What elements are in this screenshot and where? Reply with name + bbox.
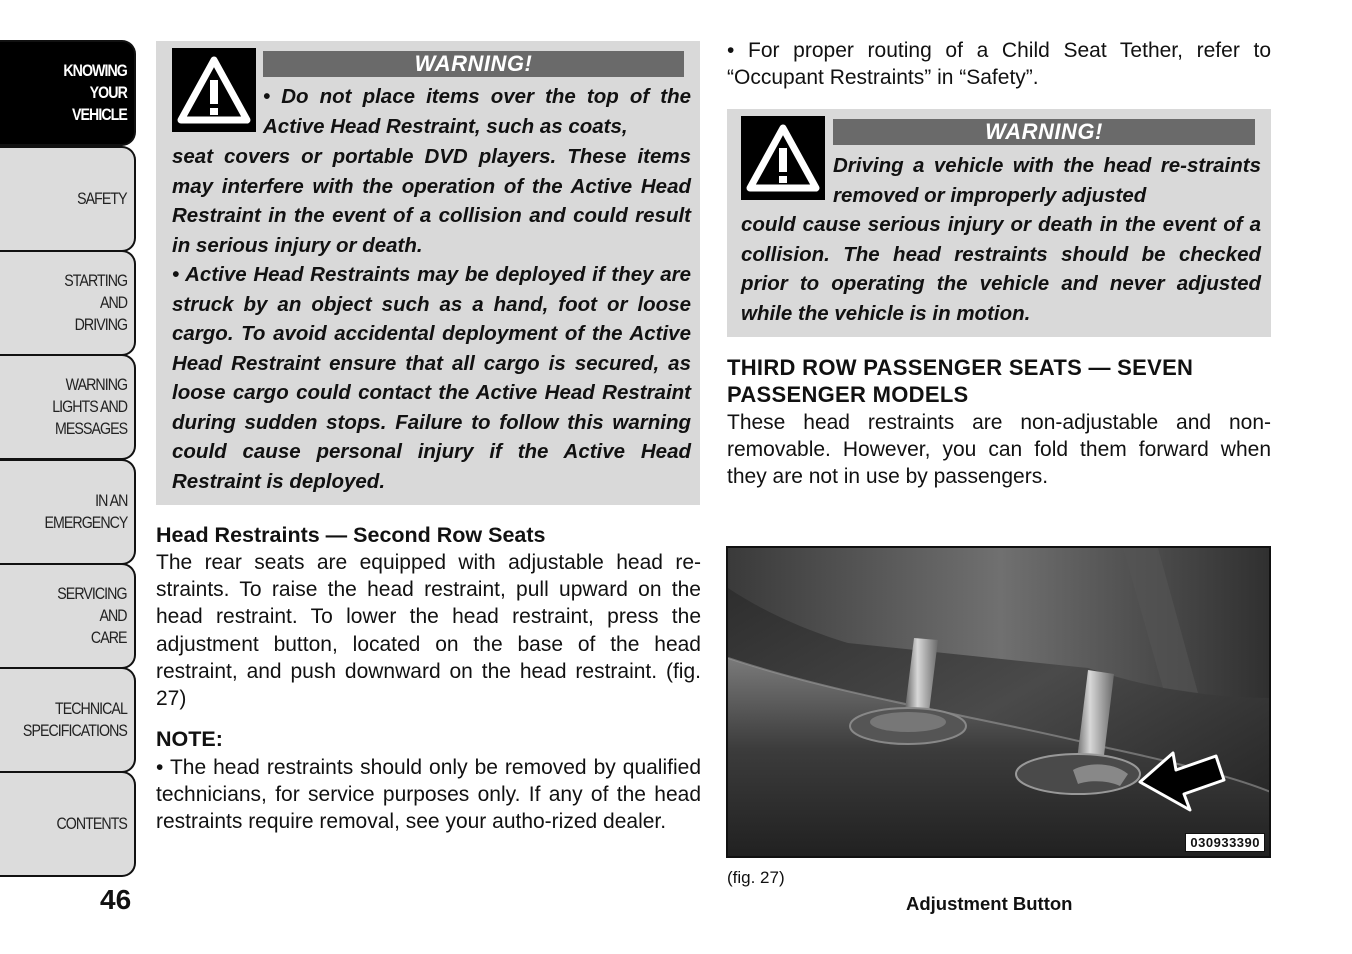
warning-lead: Driving a vehicle with the head re-straints removed or improperly adjusted [833, 154, 1261, 207]
tab-label: STARTING AND DRIVING [64, 272, 127, 334]
section-heading-third-row: THIRD ROW PASSENGER SEATS — SEVEN PASSENGER MODELS [727, 355, 1194, 407]
tab-label: TECHNICAL SPECIFICATIONS [23, 700, 127, 740]
figure-label: Adjustment Button [906, 893, 1073, 914]
tab-label: SAFETY [77, 190, 127, 208]
page-number: 46 [100, 884, 132, 915]
tab-starting-and-driving[interactable] [0, 250, 136, 356]
tab-label: SERVICING AND CARE [57, 585, 127, 647]
warning-triangle-icon [172, 48, 256, 132]
tab-technical-specifications[interactable] [0, 667, 136, 773]
note-heading: NOTE: [156, 727, 223, 751]
section-heading-second-row: Head Restraints — Second Row Seats [156, 523, 546, 547]
tab-label: WARNING LIGHTS AND MESSAGES [52, 376, 127, 438]
tab-knowing-your-vehicle[interactable] [0, 40, 136, 146]
figure-code: 030933390 [1185, 833, 1265, 852]
tab-warning-lights[interactable] [0, 354, 136, 460]
note-body: • The head restraints should only be removed by qualified technicians, for service purposes only. If any of the head restraints require removal, see your autho-rized dealer. [156, 756, 701, 834]
tab-servicing-and-care[interactable] [0, 563, 136, 669]
warning-first-bullet-rest: seat covers or portable DVD players. These items may interfere with the operation of the Active Head Restraint in the event of a collision and could result in serious injury or death. [172, 145, 691, 257]
figure-caption: (fig. 27) [727, 868, 785, 887]
warning-box-active-head-restraint [156, 41, 700, 505]
second-row-description: The rear seats are equipped with adjustable head re-straints. To raise the head restraint, pull upward on the head restraint. To lower the head restraint, press the adjustment button, located on the base of the head restraint, and push downward on the head restraint. (fig. 27) [156, 551, 701, 711]
third-row-description: These head restraints are non-adjustable and non-removable. However, you can fold them forward when they are not in use by passengers. [727, 411, 1271, 489]
child-seat-tether-note: • For proper routing of a Child Seat Tether, refer to “Occupant Restraints” in “Safety”. [727, 39, 1271, 90]
warning-box-head-restraints [727, 109, 1271, 337]
tab-label: IN AN EMERGENCY [44, 492, 127, 532]
tab-label: KNOWING YOUR VEHICLE [63, 62, 127, 124]
warning-title: WARNING! [263, 51, 684, 77]
warning-second-bullet: • Active Head Restraints may be deployed if they are struck by an object such as a hand, foot or loose cargo. To avoid accidental deployment of the Active Head Restraint ensure that all cargo is secured, as loose cargo could contact the Active Head Restraint during sudden stops. Failure to follow this warning could cause personal injury if the Active Head Restraint is deployed. [172, 263, 691, 493]
warning-title: WARNING! [833, 119, 1255, 145]
tab-safety[interactable] [0, 146, 136, 252]
warning-triangle-icon [741, 116, 825, 200]
tab-contents[interactable] [0, 771, 136, 877]
warning-first-bullet-lead: • Do not place items over the top of the Active Head Restraint, such as coats, [263, 85, 691, 138]
tab-in-an-emergency[interactable] [0, 459, 136, 565]
warning-rest: could cause serious injury or death in the event of a collision. The head restraints should be checked prior to operating the vehicle and never adjusted while the vehicle is in motion. [741, 213, 1261, 325]
figure-head-restraint-photo [726, 546, 1271, 858]
tab-label: CONTENTS [56, 815, 127, 833]
